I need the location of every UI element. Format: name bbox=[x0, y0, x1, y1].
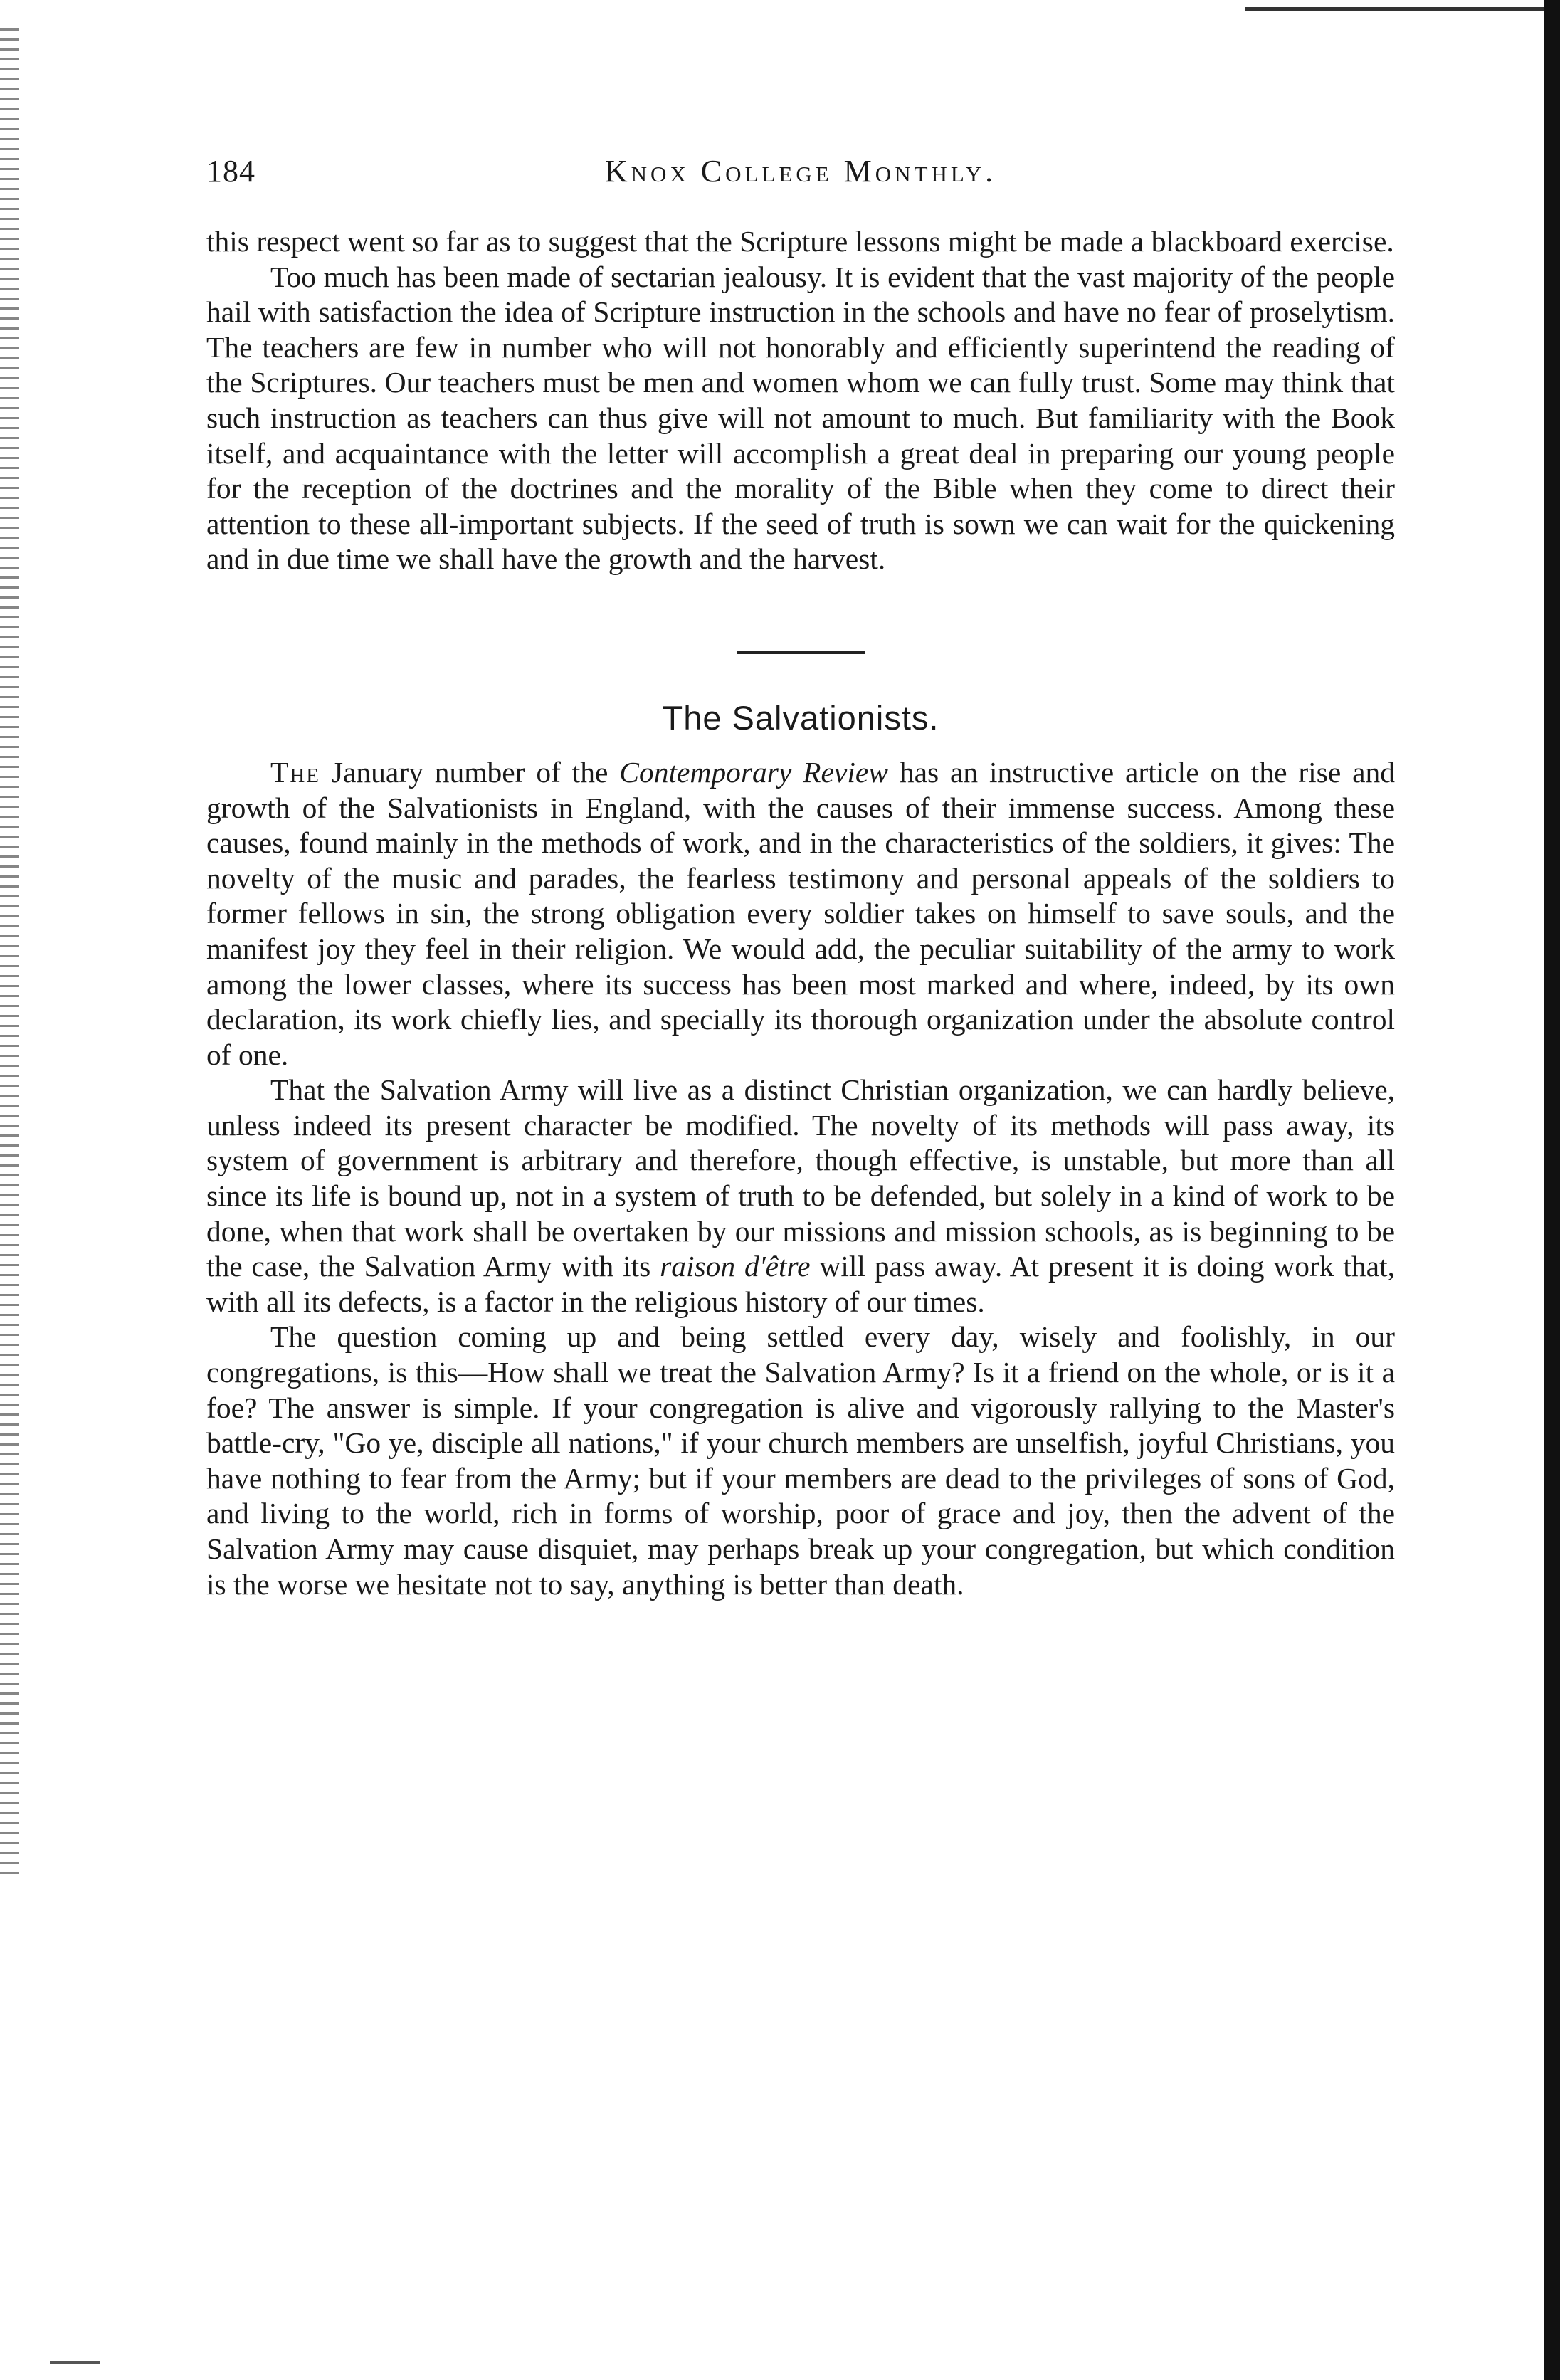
article-paragraph-question: The question coming up and being settled every day, wisely and foolishly, in our congregations, is this—How shall we treat the Salvation Army? Is it a friend on the whole, or is it a foe? The answer is simple. If your congregation is alive and vigorously rallying to the Master's battle-cry, "Go ye, disciple all nations," if your church members are unselfish, joyful Christians, you have nothing to fear from the Army; but if your members are dead to the privileges of sons of God, and living to the world, rich in forms of worship, poor of grace and joy, then the advent of the Salvation Army may cause disquiet, may perhaps break up your congregation, but which condition is the worse we hesitate not to say, anything is better than death. bbox=[206, 1320, 1395, 1601]
article-paragraph-organization bbox=[206, 1073, 1395, 1320]
intro-section bbox=[206, 224, 1395, 577]
article-title: The Salvationists. bbox=[662, 698, 939, 737]
journal-name: Contemporary Review bbox=[619, 755, 888, 789]
paragraph-text: will pass away. At present it is doing work that, with all its defects, is a factor in the religious history of our times. bbox=[206, 1250, 1396, 1318]
article-paragraph-review bbox=[206, 755, 1395, 1073]
intro-paragraph-continued: this respect went so far as to suggest that the Scripture lessons might be made a blackboard exercise. bbox=[206, 225, 1394, 258]
scan-edge-left bbox=[0, 28, 19, 1879]
paragraph-text: January number of the bbox=[320, 755, 620, 789]
journal-title: Knox College Monthly. bbox=[604, 154, 997, 189]
foreign-phrase: raison d'être bbox=[660, 1250, 811, 1283]
scan-edge-right bbox=[1544, 0, 1560, 2380]
paragraph-text: That the Salvation Army will live as a distinct Christian organization, we can hardly believe, unless indeed its present character be modified. The novelty of its methods will pass away, its system of government is arbitrary and therefore, though effective, is unstable, but more than all since its life is bound up, not in a system of truth to be defended, but solely in a kind of work to be done, when that work shall be overtaken by our missions and mission schools, as is beginning to be the case, the Salvation Army with its bbox=[206, 1073, 1395, 1283]
running-head bbox=[206, 153, 1395, 196]
section-divider bbox=[737, 651, 865, 654]
scan-edge-top bbox=[1245, 7, 1544, 11]
article-body bbox=[206, 755, 1395, 1602]
lead-word: The bbox=[270, 755, 321, 789]
paragraph-text: has an instructive article on the rise and growth of the Salvationists in England, with the causes of their immense success. Among these causes, found mainly in the methods of work, and in the characteristics of the soldiers, it gives: The novelty of the music and parades, the fearless testimony and personal appeals of the soldiers to former fellows in sin, the strong obligation every soldier takes on himself to save souls, and the manifest joy they feel in their religion. We would add, the peculiar suitability of the army to work among the lower classes, where its success has been most marked and where, indeed, by its own declaration, its work chiefly lies, and specially its thorough organization under the absolute control of one. bbox=[206, 755, 1395, 1071]
page-number: 184 bbox=[206, 154, 255, 189]
intro-paragraph-sectarian: Too much has been made of sectarian jealousy. It is evident that the vast majority of the people hail with satisfaction the idea of Scripture instruction in the schools and have no fear of proselytism. The teachers are few in number who will not honorably and efficiently superintend the reading of the Scriptures. Our teachers must be men and women whom we can fully trust. Some may think that such instruction as teachers can thus give will not amount to much. But familiarity with the Book itself, and acquaintance with the letter will accomplish a great deal in preparing our young people for the reception of the doctrines and the morality of the Bible when they come to direct their attention to these all-important subjects. If the seed of truth is sown we can wait for the quickening and in due time we shall have the growth and the harvest. bbox=[206, 260, 1395, 576]
page bbox=[206, 153, 1395, 1602]
scan-mark-bottom bbox=[50, 2361, 100, 2364]
